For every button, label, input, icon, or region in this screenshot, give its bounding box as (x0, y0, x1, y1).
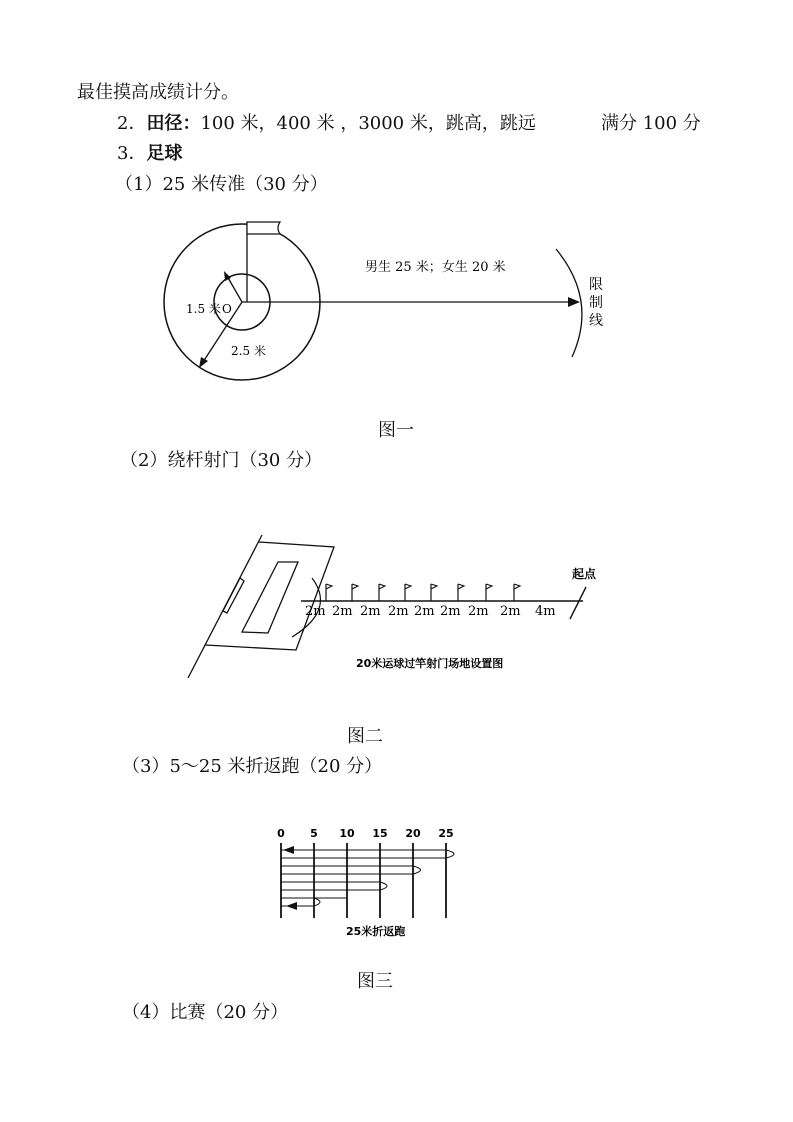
item1-label: （1）25 米传准（30 分） (115, 174, 328, 195)
tick-10: 10 (339, 827, 355, 840)
item2-label: （2）绕杆射门（30 分） (120, 450, 323, 471)
inner-radius-line (227, 276, 242, 302)
inner-radius-label: 1.5 米 (186, 302, 221, 316)
pole-2 (352, 584, 358, 601)
limit-line-char-2: 制 (589, 295, 603, 311)
segment-label-2: 2m (332, 604, 353, 619)
item3-label: （3）5～25 米折返跑（20 分） (122, 756, 383, 777)
item4-label: （4）比赛（20 分） (122, 1002, 289, 1023)
tick-labels (277, 827, 453, 840)
start-point-label: 起点 (572, 567, 597, 581)
caption-figure-two: 图二 (347, 726, 383, 747)
pole-8 (514, 584, 520, 601)
finish-arrow (286, 902, 297, 910)
football-heading (117, 142, 182, 166)
pole-5 (431, 584, 437, 601)
track-full-score: 满分 100 分 (601, 113, 701, 134)
turn-25 (446, 850, 454, 858)
flag (247, 222, 280, 234)
distance-lines (281, 843, 446, 918)
run-paths (281, 846, 454, 910)
pole-1 (326, 584, 332, 601)
figure-two (0, 530, 793, 680)
track-title: 田径： (146, 113, 201, 134)
pole-4 (405, 584, 411, 601)
start-mark (570, 587, 586, 619)
segment-labels (305, 604, 556, 619)
distance-arrowhead (568, 297, 580, 307)
shuttle-title: 25米折返跑 (346, 925, 406, 938)
segment-label-4: 2m (388, 604, 409, 619)
outer-radius-label: 2.5 米 (231, 344, 266, 358)
start-arrow (283, 846, 294, 854)
track-number: 2． (117, 113, 147, 134)
goal-area (242, 562, 298, 633)
intro-line: 最佳摸高成绩计分。 (77, 82, 239, 103)
outer-radius-arrowhead (199, 357, 208, 368)
track-events: 100 米，400 米 ，3000 米，跳高，跳远 (200, 113, 536, 134)
football-title: 足球 (146, 143, 183, 164)
figure-one (0, 215, 793, 385)
distance-label: 男生 25 米；女生 20 米 (365, 260, 506, 275)
turn-15 (380, 882, 387, 890)
field-title: 20米运球过竿射门场地设置图 (356, 657, 504, 670)
limit-line-char-1: 限 (589, 277, 603, 293)
turn-20 (413, 866, 421, 874)
track-line (117, 112, 536, 136)
pole-3 (379, 584, 385, 601)
tick-15: 15 (372, 827, 388, 840)
center-label: O (222, 302, 232, 316)
tick-5: 5 (310, 827, 318, 840)
football-number: 3． (117, 143, 147, 164)
segment-label-6: 2m (440, 604, 461, 619)
goal-box (205, 542, 334, 650)
limit-line-char-3: 线 (589, 313, 603, 329)
segment-label-3: 2m (360, 604, 381, 619)
tick-0: 0 (277, 827, 285, 840)
segment-label-1: 2m (305, 604, 326, 619)
segment-label-8: 2m (500, 604, 521, 619)
figure-three (0, 822, 793, 942)
caption-figure-three: 图三 (357, 971, 393, 992)
segment-label-7: 2m (468, 604, 489, 619)
pole-7 (486, 584, 492, 601)
segment-label-9: 4m (535, 604, 556, 619)
pole-6 (458, 584, 464, 601)
tick-25: 25 (438, 827, 454, 840)
poles (326, 584, 520, 601)
caption-figure-one: 图一 (378, 420, 414, 441)
segment-label-5: 2m (414, 604, 435, 619)
goal-net (223, 578, 244, 613)
tick-20: 20 (405, 827, 421, 840)
